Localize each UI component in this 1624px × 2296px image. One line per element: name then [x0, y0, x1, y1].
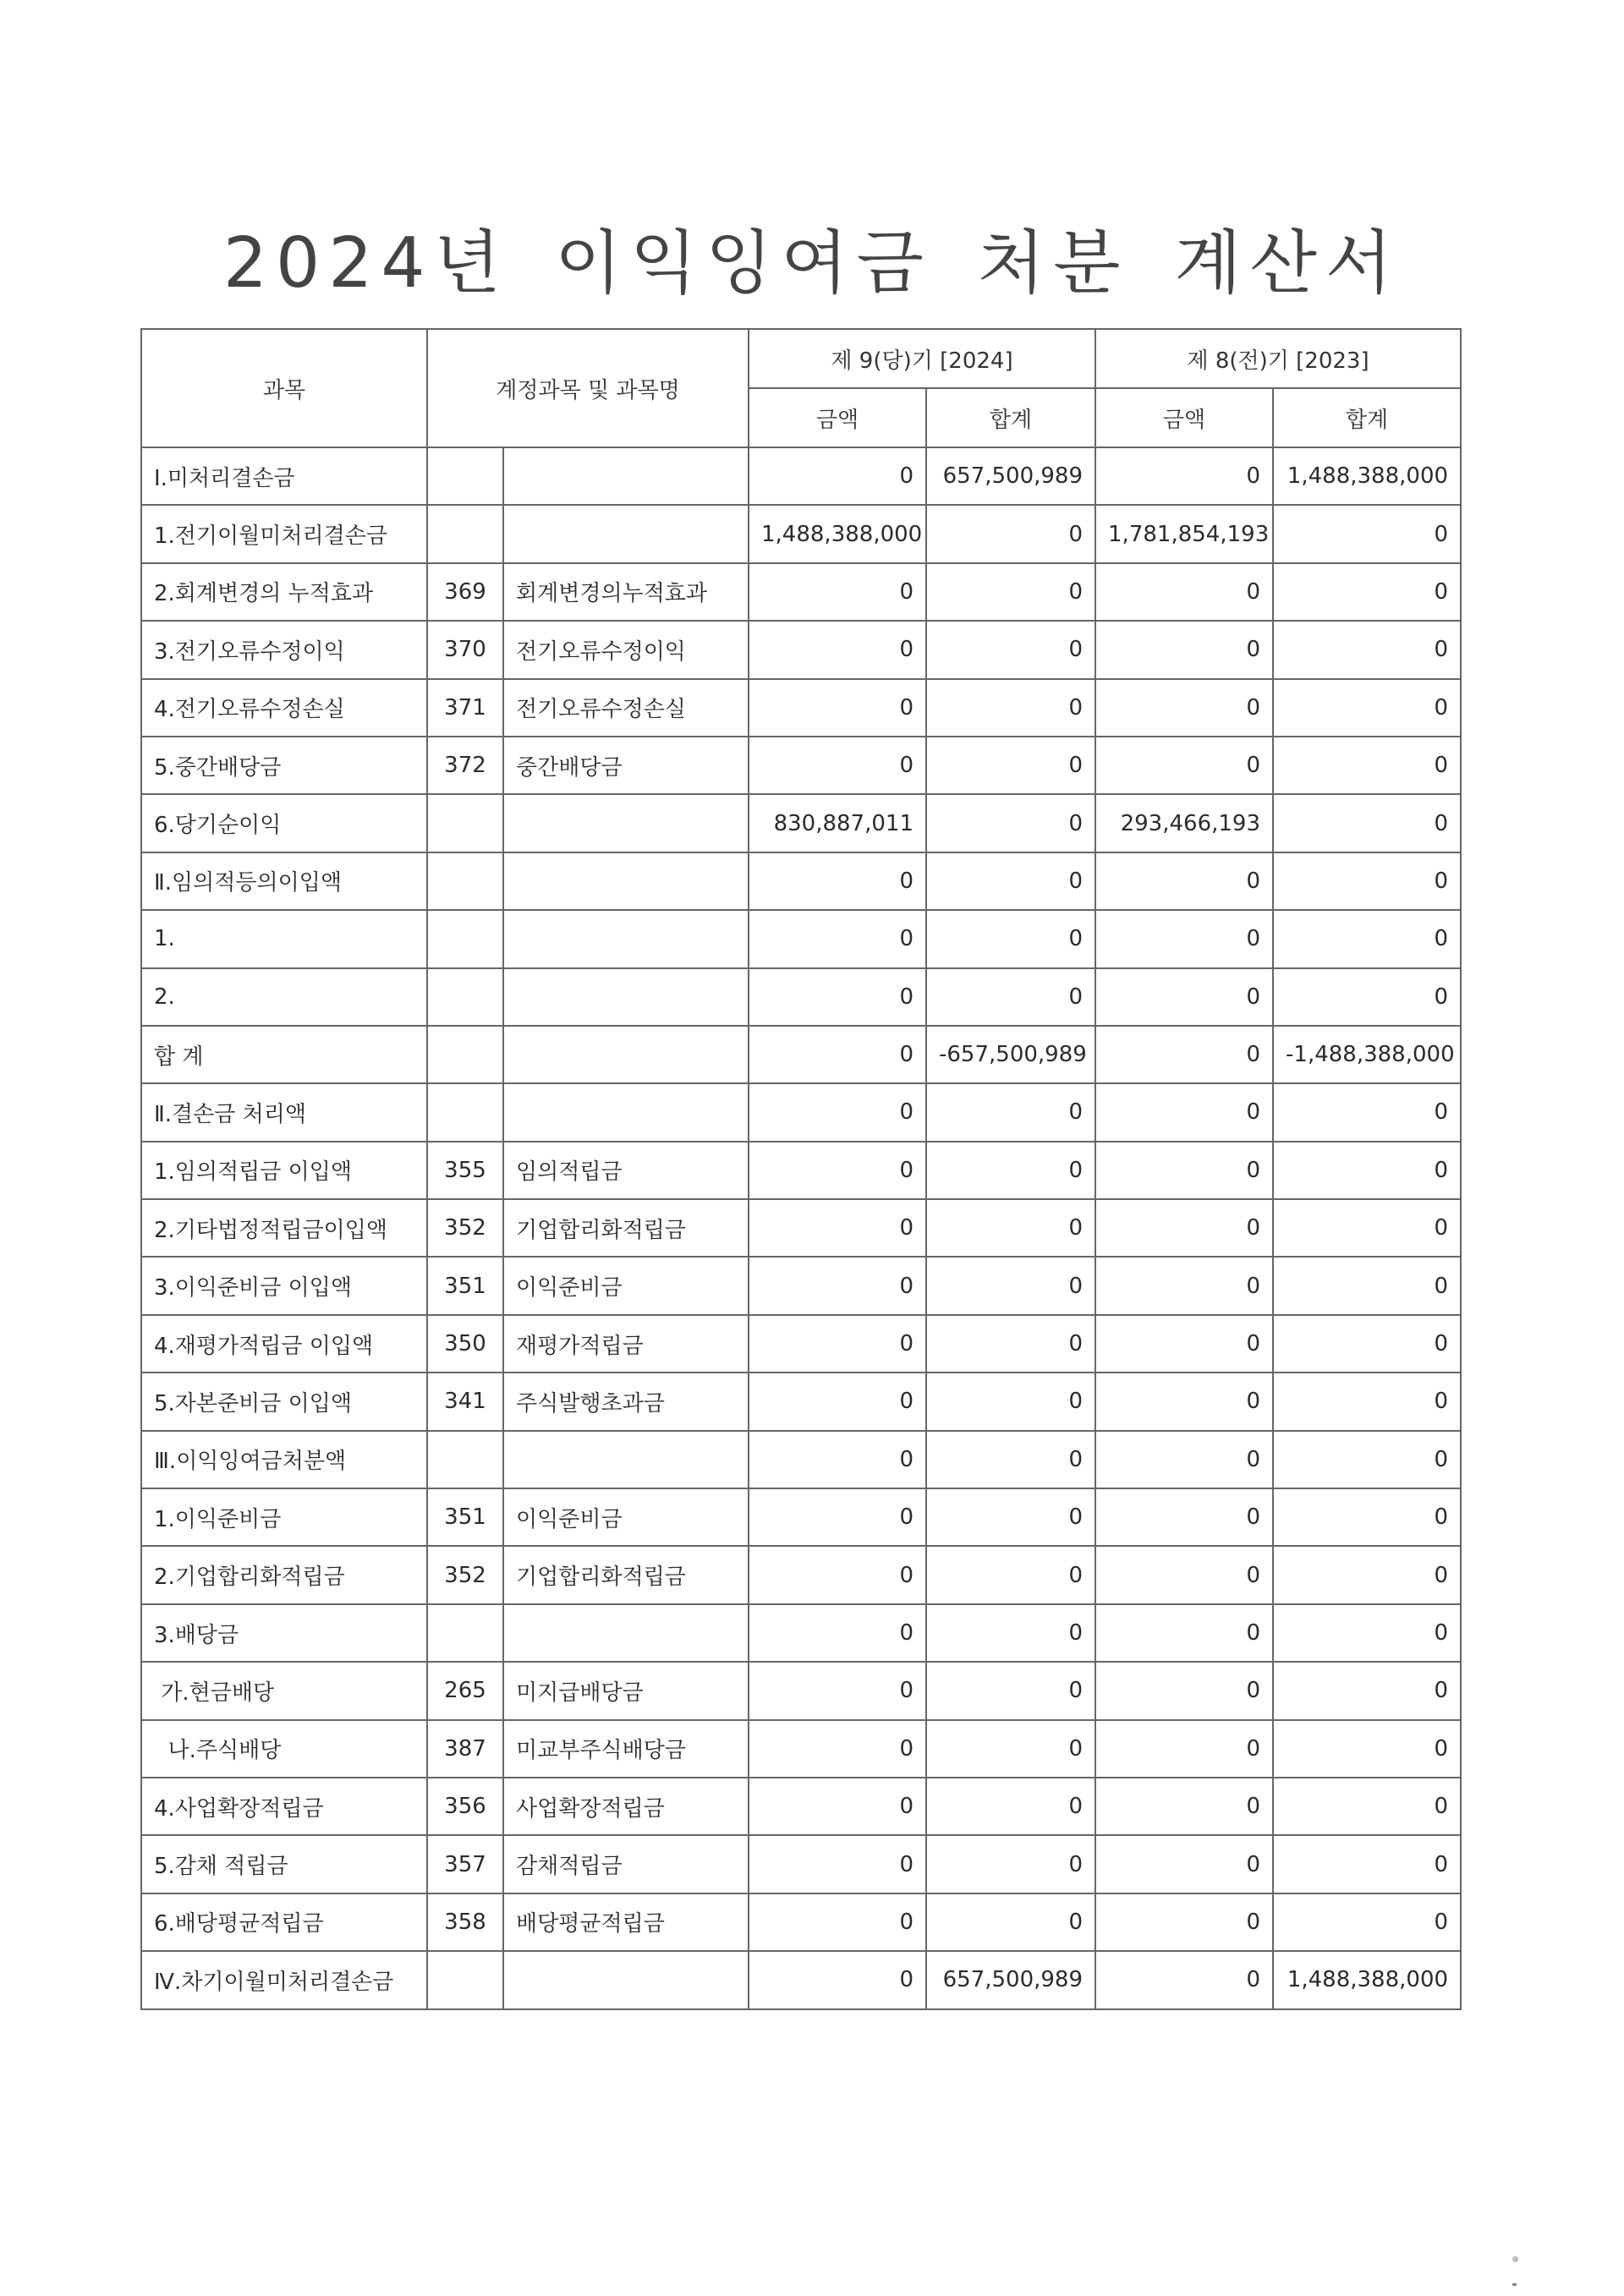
row-current-total: 0	[926, 910, 1095, 967]
row-current-amount: 0	[749, 1199, 926, 1257]
row-previous-total: 0	[1273, 737, 1461, 794]
table-row	[141, 505, 1461, 562]
header-previous-period: 제 8(전)기 [2023]	[1095, 329, 1461, 388]
row-previous-amount: 0	[1095, 1546, 1273, 1603]
row-previous-amount: 293,466,193	[1095, 794, 1273, 852]
row-subject: 1.	[141, 910, 427, 967]
row-current-amount: 0	[749, 1026, 926, 1083]
row-current-amount: 0	[749, 1315, 926, 1373]
row-account-code	[427, 1951, 503, 2008]
row-previous-total: 0	[1273, 794, 1461, 852]
row-previous-total: 0	[1273, 1142, 1461, 1199]
row-current-total: 0	[926, 852, 1095, 910]
row-current-total: 0	[926, 1546, 1095, 1603]
row-current-amount: 0	[749, 968, 926, 1026]
table-row	[141, 1662, 1461, 1719]
row-account-code: 351	[427, 1488, 503, 1546]
row-previous-total: 0	[1273, 910, 1461, 967]
row-account-code: 357	[427, 1835, 503, 1893]
row-account-code	[427, 852, 503, 910]
row-account-code: 355	[427, 1142, 503, 1199]
row-current-amount: 0	[749, 1431, 926, 1488]
row-account-name: 회계변경의누적효과	[503, 563, 749, 621]
page-title: 2024년 이익잉여금 처분 계산서	[222, 223, 1402, 304]
row-subject: Ⅳ.차기이월미처리결손금	[141, 1951, 427, 2008]
row-current-total: 0	[926, 563, 1095, 621]
row-account-name	[503, 794, 749, 852]
row-previous-amount: 0	[1095, 1893, 1273, 1951]
row-previous-total: 0	[1273, 1199, 1461, 1257]
row-previous-amount: 0	[1095, 563, 1273, 621]
table-row	[141, 1315, 1461, 1373]
row-subject: 6.배당평균적립금	[141, 1893, 427, 1951]
row-subject: 4.전기오류수정손실	[141, 679, 427, 737]
row-previous-total: 0	[1273, 1662, 1461, 1719]
row-current-amount: 0	[749, 1604, 926, 1662]
row-subject: Ⅲ.이익잉여금처분액	[141, 1431, 427, 1488]
table-row	[141, 1083, 1461, 1141]
header-current-amount: 금액	[749, 388, 926, 447]
row-previous-amount: 0	[1095, 1083, 1273, 1141]
row-previous-total: 0	[1273, 1604, 1461, 1662]
table-row	[141, 1951, 1461, 2008]
row-account-code: 371	[427, 679, 503, 737]
row-account-code	[427, 505, 503, 562]
row-previous-total: 0	[1273, 563, 1461, 621]
row-account-name: 임의적립금	[503, 1142, 749, 1199]
header-account: 계정과목 및 과목명	[427, 329, 749, 447]
row-previous-total: 0	[1273, 1546, 1461, 1603]
row-current-amount: 0	[749, 737, 926, 794]
table-row	[141, 852, 1461, 910]
row-previous-total: 0	[1273, 1315, 1461, 1373]
row-account-name	[503, 852, 749, 910]
row-subject: 5.감채 적립금	[141, 1835, 427, 1893]
row-account-code: 352	[427, 1199, 503, 1257]
row-subject: 나.주식배당	[141, 1720, 427, 1778]
row-previous-amount: 0	[1095, 1431, 1273, 1488]
row-current-amount: 0	[749, 1257, 926, 1314]
table-row	[141, 1431, 1461, 1488]
row-previous-total: 0	[1273, 1893, 1461, 1951]
row-subject: 1.이익준비금	[141, 1488, 427, 1546]
row-subject: Ⅰ.미처리결손금	[141, 447, 427, 505]
table-row	[141, 1835, 1461, 1893]
row-subject: 2.회계변경의 누적효과	[141, 563, 427, 621]
row-current-amount: 0	[749, 852, 926, 910]
row-current-total: 657,500,989	[926, 1951, 1095, 2008]
table-row	[141, 621, 1461, 678]
row-account-name: 이익준비금	[503, 1488, 749, 1546]
row-previous-amount: 0	[1095, 1604, 1273, 1662]
row-previous-amount: 0	[1095, 852, 1273, 910]
row-subject: 3.전기오류수정이익	[141, 621, 427, 678]
row-current-amount: 1,488,388,000	[749, 505, 926, 562]
row-subject: 6.당기순이익	[141, 794, 427, 852]
row-current-total: 657,500,989	[926, 447, 1095, 505]
row-account-name: 미지급배당금	[503, 1662, 749, 1719]
row-account-name: 재평가적립금	[503, 1315, 749, 1373]
row-previous-amount: 1,781,854,193	[1095, 505, 1273, 562]
row-previous-total: 0	[1273, 1488, 1461, 1546]
row-previous-total: 0	[1273, 1720, 1461, 1778]
table-row	[141, 1546, 1461, 1603]
row-current-total: 0	[926, 1778, 1095, 1835]
row-previous-total: 0	[1273, 1257, 1461, 1314]
row-account-name: 기업합리화적립금	[503, 1546, 749, 1603]
row-account-name	[503, 1431, 749, 1488]
row-current-total: 0	[926, 1199, 1095, 1257]
row-previous-amount: 0	[1095, 1662, 1273, 1719]
row-account-code	[427, 1604, 503, 1662]
row-previous-total: 0	[1273, 505, 1461, 562]
row-current-amount: 0	[749, 1778, 926, 1835]
row-account-name	[503, 505, 749, 562]
row-previous-amount: 0	[1095, 968, 1273, 1026]
scan-speck	[1512, 2256, 1518, 2262]
row-account-code: 265	[427, 1662, 503, 1719]
row-account-name: 전기오류수정이익	[503, 621, 749, 678]
row-account-code	[427, 1431, 503, 1488]
row-previous-total: 0	[1273, 1835, 1461, 1893]
table-row	[141, 737, 1461, 794]
row-previous-amount: 0	[1095, 1199, 1273, 1257]
row-account-name	[503, 1951, 749, 2008]
row-current-amount: 0	[749, 1662, 926, 1719]
table-row	[141, 794, 1461, 852]
row-current-total: 0	[926, 1604, 1095, 1662]
row-subject: 2.기업합리화적립금	[141, 1546, 427, 1603]
row-subject: 4.재평가적립금 이입액	[141, 1315, 427, 1373]
row-previous-amount: 0	[1095, 1835, 1273, 1893]
row-subject: 2.기타법정적립금이입액	[141, 1199, 427, 1257]
row-account-name: 감채적립금	[503, 1835, 749, 1893]
row-account-code: 351	[427, 1257, 503, 1314]
row-account-name: 이익준비금	[503, 1257, 749, 1314]
row-account-code: 350	[427, 1315, 503, 1373]
scan-speck	[1512, 2283, 1517, 2286]
row-current-total: 0	[926, 1488, 1095, 1546]
row-account-code	[427, 447, 503, 505]
table-row	[141, 968, 1461, 1026]
row-previous-total: 0	[1273, 852, 1461, 910]
row-previous-total: 0	[1273, 1778, 1461, 1835]
table-row	[141, 1199, 1461, 1257]
row-account-name: 기업합리화적립금	[503, 1199, 749, 1257]
row-account-code: 370	[427, 621, 503, 678]
row-account-code	[427, 1026, 503, 1083]
header-previous-total: 합계	[1273, 388, 1461, 447]
row-previous-amount: 0	[1095, 1315, 1273, 1373]
row-account-code: 341	[427, 1373, 503, 1430]
row-current-total: 0	[926, 968, 1095, 1026]
table-row	[141, 1720, 1461, 1778]
row-current-total: 0	[926, 1315, 1095, 1373]
row-previous-total: 0	[1273, 1373, 1461, 1430]
row-subject: 가.현금배당	[141, 1662, 427, 1719]
row-current-total: 0	[926, 1083, 1095, 1141]
row-current-amount: 0	[749, 910, 926, 967]
row-account-name: 사업확장적립금	[503, 1778, 749, 1835]
row-account-name: 주식발행초과금	[503, 1373, 749, 1430]
row-account-name	[503, 1083, 749, 1141]
row-subject: Ⅱ.임의적등의이입액	[141, 852, 427, 910]
table-row	[141, 1488, 1461, 1546]
row-account-code	[427, 794, 503, 852]
table-row	[141, 447, 1461, 505]
table-row	[141, 1026, 1461, 1083]
header-row-1	[141, 329, 1461, 388]
row-previous-amount: 0	[1095, 1488, 1273, 1546]
row-subject: 3.배당금	[141, 1604, 427, 1662]
row-previous-amount: 0	[1095, 1142, 1273, 1199]
row-account-code: 369	[427, 563, 503, 621]
row-current-amount: 0	[749, 447, 926, 505]
row-previous-amount: 0	[1095, 1720, 1273, 1778]
row-subject: 3.이익준비금 이입액	[141, 1257, 427, 1314]
row-current-amount: 0	[749, 621, 926, 678]
row-current-total: 0	[926, 794, 1095, 852]
row-account-code: 358	[427, 1893, 503, 1951]
row-account-name	[503, 968, 749, 1026]
table-row	[141, 679, 1461, 737]
row-current-total: 0	[926, 1662, 1095, 1719]
row-previous-total: 0	[1273, 679, 1461, 737]
table-row	[141, 1373, 1461, 1430]
row-account-name	[503, 1604, 749, 1662]
row-subject: 2.	[141, 968, 427, 1026]
row-previous-total: 1,488,388,000	[1273, 1951, 1461, 2008]
row-account-name: 중간배당금	[503, 737, 749, 794]
row-previous-amount: 0	[1095, 1373, 1273, 1430]
row-previous-total: -1,488,388,000	[1273, 1026, 1461, 1083]
row-previous-amount: 0	[1095, 1951, 1273, 2008]
row-subject: Ⅱ.결손금 처리액	[141, 1083, 427, 1141]
row-current-amount: 0	[749, 679, 926, 737]
row-subject: 합 계	[141, 1026, 427, 1083]
row-current-amount: 0	[749, 1083, 926, 1141]
row-previous-amount: 0	[1095, 1257, 1273, 1314]
header-current-total: 합계	[926, 388, 1095, 447]
header-current-period: 제 9(당)기 [2024]	[749, 329, 1095, 388]
row-current-total: 0	[926, 621, 1095, 678]
row-current-amount: 0	[749, 1951, 926, 2008]
row-account-code: 372	[427, 737, 503, 794]
row-previous-amount: 0	[1095, 1026, 1273, 1083]
row-subject: 1.전기이월미처리결손금	[141, 505, 427, 562]
row-subject: 1.임의적립금 이입액	[141, 1142, 427, 1199]
row-account-name: 배당평균적립금	[503, 1893, 749, 1951]
row-account-code	[427, 968, 503, 1026]
table-row	[141, 1257, 1461, 1314]
row-subject: 4.사업확장적립금	[141, 1778, 427, 1835]
row-account-name: 미교부주식배당금	[503, 1720, 749, 1778]
row-current-amount: 0	[749, 1142, 926, 1199]
row-current-total: 0	[926, 1142, 1095, 1199]
row-current-total: 0	[926, 1257, 1095, 1314]
row-previous-amount: 0	[1095, 621, 1273, 678]
header-previous-amount: 금액	[1095, 388, 1273, 447]
header-subject: 과목	[141, 329, 427, 447]
row-account-code: 356	[427, 1778, 503, 1835]
retained-earnings-table	[140, 328, 1462, 2010]
row-current-total: 0	[926, 1720, 1095, 1778]
row-account-name: 전기오류수정손실	[503, 679, 749, 737]
row-account-code: 352	[427, 1546, 503, 1603]
row-previous-amount: 0	[1095, 679, 1273, 737]
row-current-amount: 0	[749, 1546, 926, 1603]
row-current-total: 0	[926, 505, 1095, 562]
row-account-name	[503, 447, 749, 505]
row-current-amount: 0	[749, 1373, 926, 1430]
table-row	[141, 1604, 1461, 1662]
row-account-code	[427, 1083, 503, 1141]
row-current-amount: 830,887,011	[749, 794, 926, 852]
row-subject: 5.중간배당금	[141, 737, 427, 794]
row-account-name	[503, 910, 749, 967]
row-current-total: 0	[926, 1431, 1095, 1488]
table-row	[141, 1893, 1461, 1951]
row-current-amount: 0	[749, 1835, 926, 1893]
row-current-amount: 0	[749, 1893, 926, 1951]
row-previous-total: 0	[1273, 1431, 1461, 1488]
row-current-total: 0	[926, 1373, 1095, 1430]
row-current-total: 0	[926, 737, 1095, 794]
row-previous-amount: 0	[1095, 447, 1273, 505]
row-current-amount: 0	[749, 1720, 926, 1778]
row-current-total: 0	[926, 1893, 1095, 1951]
row-previous-total: 0	[1273, 968, 1461, 1026]
table-row	[141, 910, 1461, 967]
row-previous-total: 0	[1273, 621, 1461, 678]
row-subject: 5.자본준비금 이입액	[141, 1373, 427, 1430]
row-previous-amount: 0	[1095, 737, 1273, 794]
row-current-total: 0	[926, 679, 1095, 737]
table-row	[141, 563, 1461, 621]
row-current-amount: 0	[749, 563, 926, 621]
table-row	[141, 1778, 1461, 1835]
row-current-total: 0	[926, 1835, 1095, 1893]
table-row	[141, 1142, 1461, 1199]
row-account-code: 387	[427, 1720, 503, 1778]
row-account-name	[503, 1026, 749, 1083]
row-previous-total: 1,488,388,000	[1273, 447, 1461, 505]
row-current-amount: 0	[749, 1488, 926, 1546]
row-previous-amount: 0	[1095, 910, 1273, 967]
row-account-code	[427, 910, 503, 967]
row-current-total: -657,500,989	[926, 1026, 1095, 1083]
row-previous-total: 0	[1273, 1083, 1461, 1141]
row-previous-amount: 0	[1095, 1778, 1273, 1835]
